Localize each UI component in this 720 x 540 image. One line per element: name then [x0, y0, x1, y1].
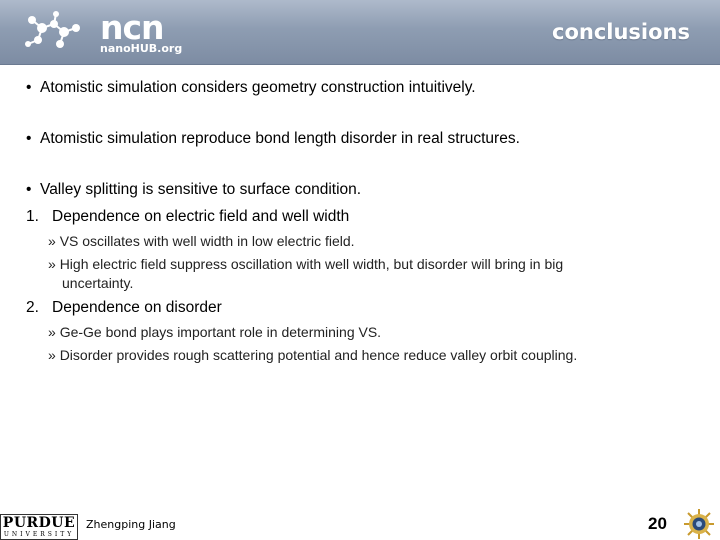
seal-icon — [682, 508, 716, 540]
slide-footer — [0, 508, 720, 540]
purdue-wordmark: PURDUE — [2, 515, 76, 531]
sub-text: Disorder provides rough scattering potential and hence reduce valley orbit coupling. — [59, 347, 578, 363]
page-number: 20 — [648, 514, 667, 533]
purdue-logo — [0, 514, 78, 540]
sub-text: uncertainty. — [62, 275, 134, 291]
numbered-text: Dependence on disorder — [52, 299, 222, 316]
bullet-item — [26, 78, 476, 98]
sub-item — [48, 322, 381, 342]
sub-marker: » — [48, 256, 56, 272]
logo-wordmark: ncn — [100, 8, 164, 47]
sub-text: Ge-Ge bond plays important role in determining VS. — [59, 324, 382, 340]
number-marker: 2. — [26, 299, 39, 316]
sub-item — [48, 231, 355, 251]
slide-title: conclusions — [552, 20, 690, 44]
numbered-item — [26, 207, 349, 227]
sub-text: VS oscillates with well width in low electric field. — [59, 233, 355, 249]
bullet-text: Atomistic simulation reproduce bond length disorder in real structures. — [40, 130, 520, 147]
bullet-marker: • — [26, 79, 32, 96]
bullet-text: Valley splitting is sensitive to surface condition. — [40, 181, 362, 198]
author-name: Zhengping Jiang — [86, 518, 176, 531]
sub-item — [48, 345, 577, 365]
sub-item-continuation — [62, 273, 133, 293]
bullet-marker: • — [26, 181, 32, 198]
sub-text: High electric field suppress oscillation with well width, but disorder will bring in big — [59, 256, 564, 272]
purdue-subtext: UNIVERSITY — [3, 531, 75, 538]
bullet-item — [26, 180, 361, 200]
sub-marker: » — [48, 324, 56, 340]
sub-item — [48, 254, 563, 274]
sub-marker: » — [48, 347, 56, 363]
bullet-marker: • — [26, 130, 32, 147]
bullet-text: Atomistic simulation considers geometry construction intuitively. — [40, 79, 476, 96]
sub-marker: » — [48, 233, 56, 249]
numbered-text: Dependence on electric field and well width — [52, 208, 350, 225]
number-marker: 1. — [26, 208, 39, 225]
bullet-item — [26, 129, 520, 149]
numbered-item — [26, 298, 222, 318]
logo-subtext: nanoHUB.org — [100, 42, 183, 55]
